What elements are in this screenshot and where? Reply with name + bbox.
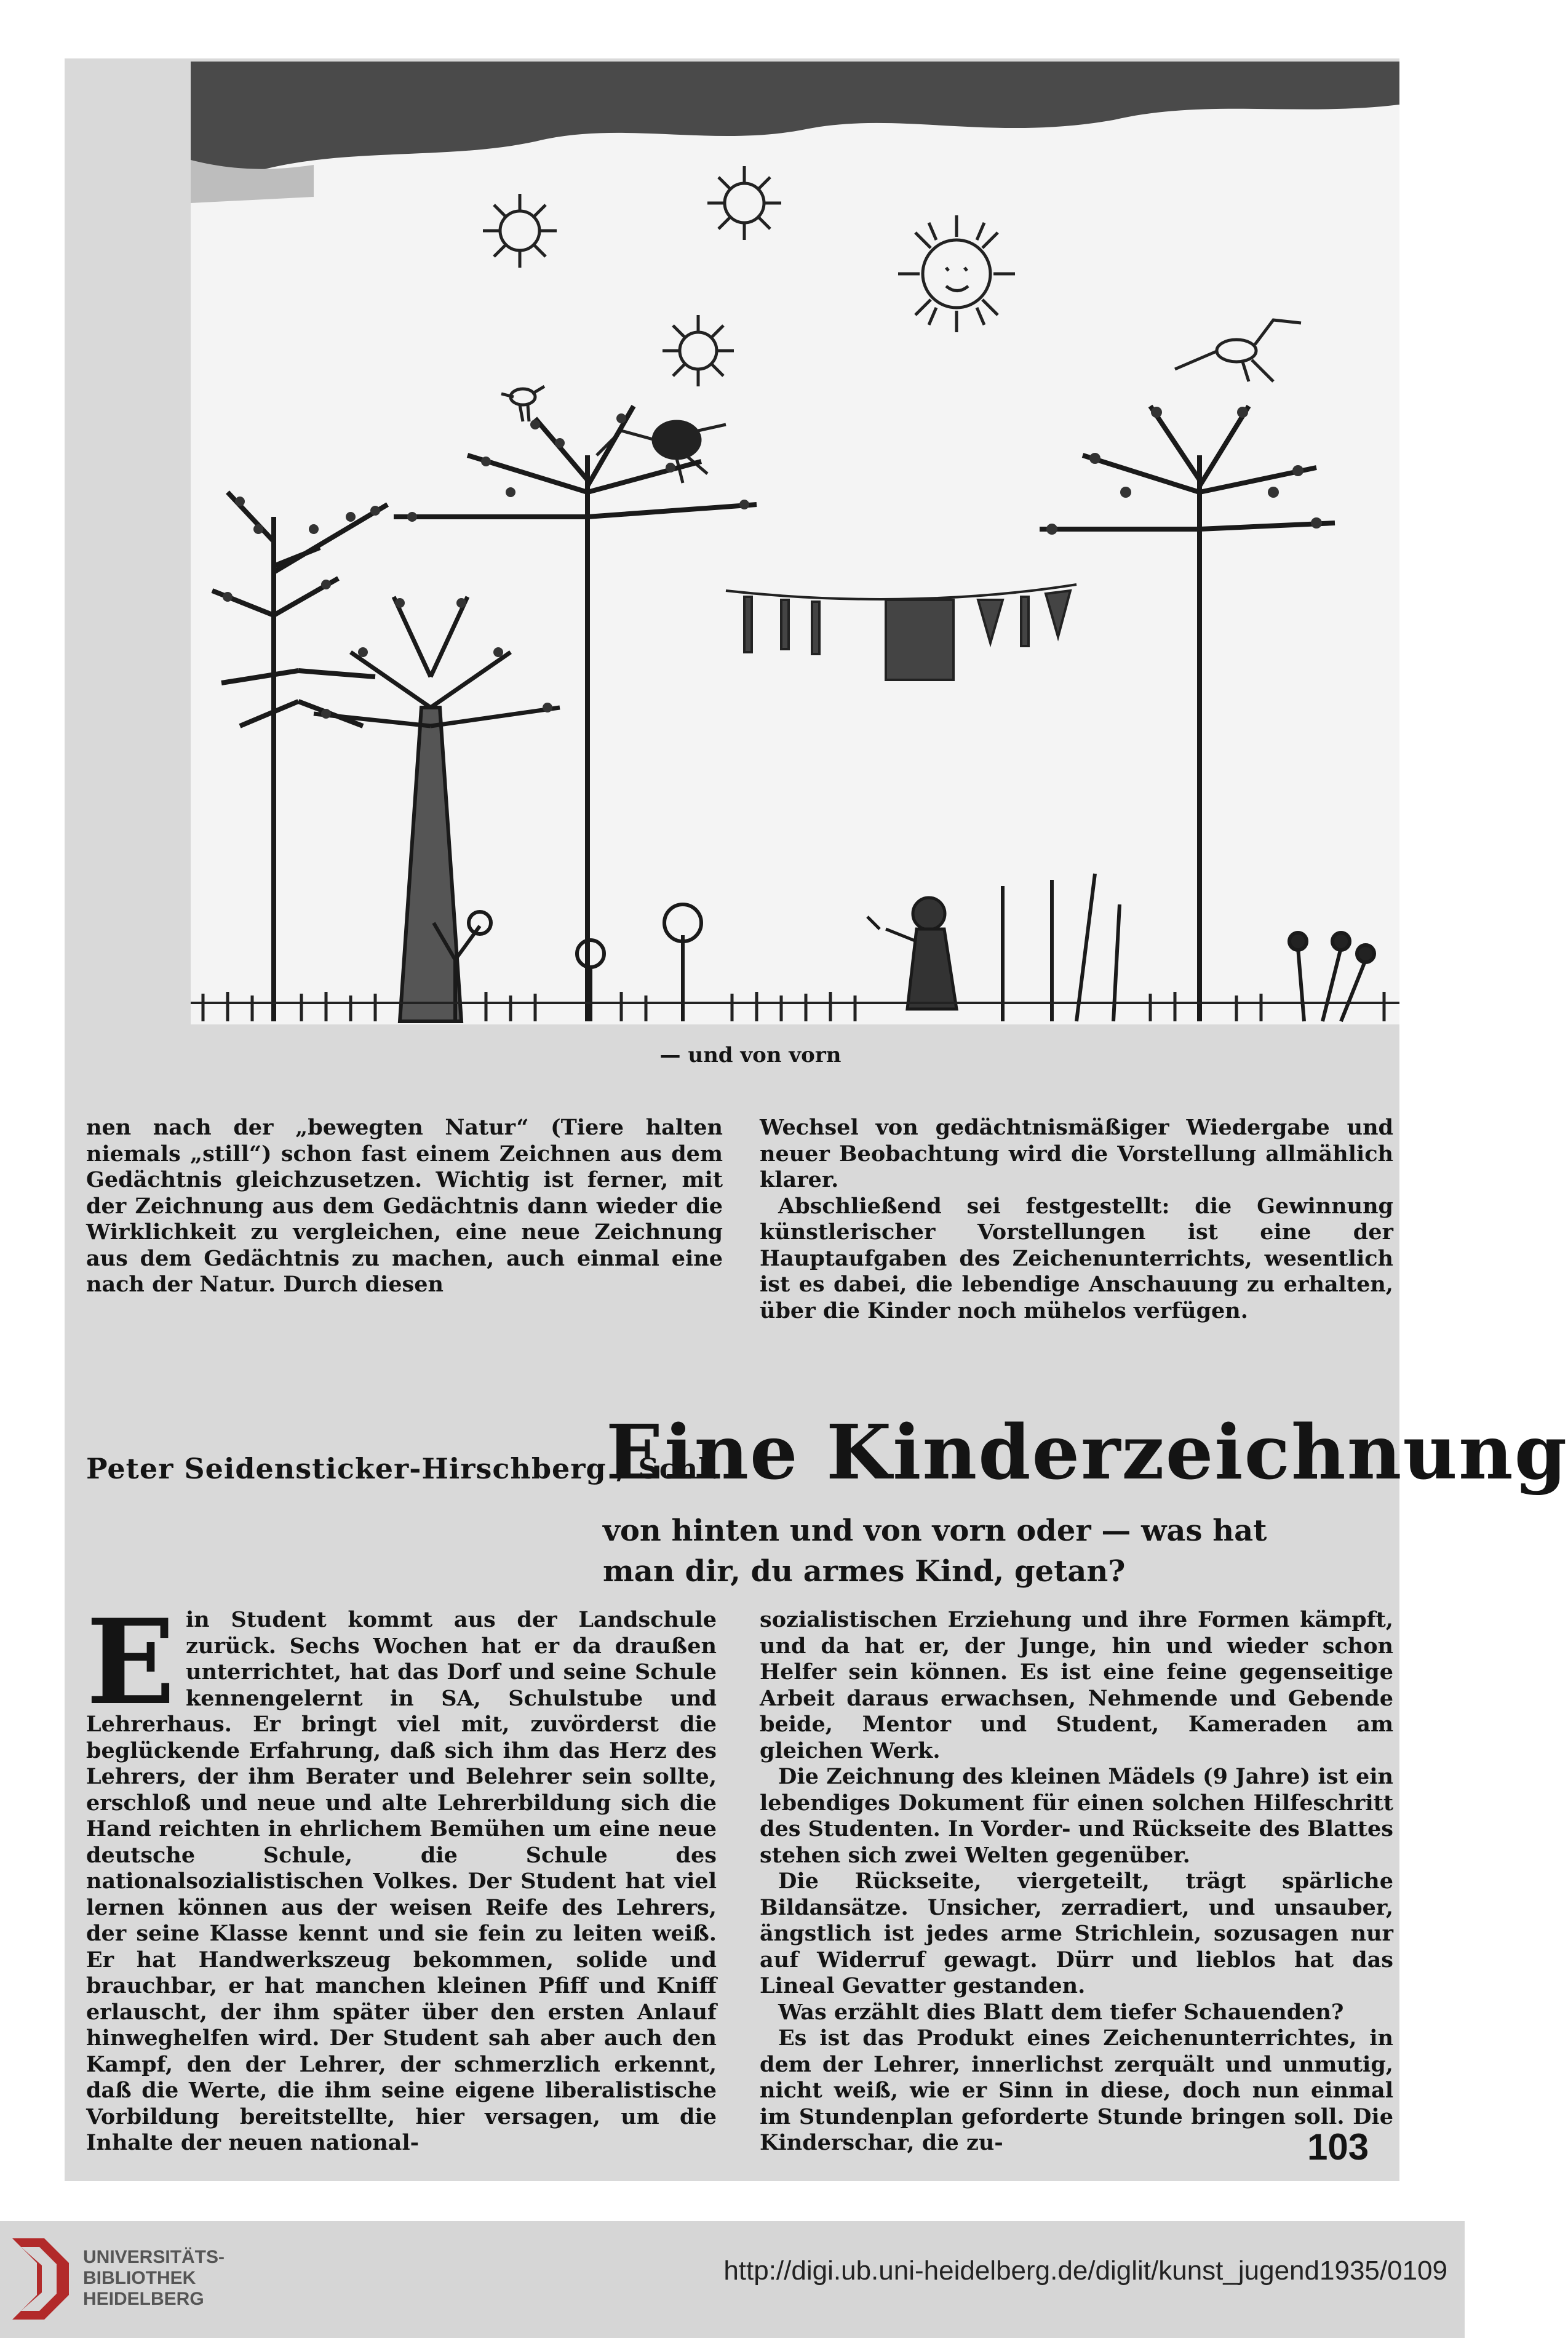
article-paragraph: in Student kommt aus der Landschule zurück. Sechs Wochen hat er da draußen unterrichtet, hat das Dorf und seine Schule kennengelernt in SA, Schulstube und Lehrerhaus. Er bringt viel mit, zuvörderst die beglückende Erfahrung, daß sich ihm das Herz des Lehrers, der ihm Berater und Belehrer sein sollte, erschloß und neue und alte Lehrerbildung sich die Hand reichten in ehrlichem Bemühen um eine neue deutsche Schule, die Schule des nationalsozialistischen Volkes. Der Student hat viel lernen können aus der weisen Reife des Lehrers, der seine Klasse kennt und sie fein zu leiten weiß. Er hat Handwerkszeug bekommen, solide und brauchbar, er hat manchen kleinen Pfiff und Kniff erlauscht, der ihm später über den ersten Anlauf hinweghelfen wird. Der Student sah aber auch den Kampf, den der Lehrer, der schmerzlich erkennt, daß die Werte, die ihm seine eigene liberalistische Vorbildung bereitstellte, hier versagen, um die Inhalte der neuen national-: [86, 1607, 717, 2155]
continued-text-right: [760, 1115, 1393, 1324]
library-name-line: BIBLIOTHEK: [83, 2268, 196, 2288]
child-drawing-illustration: [191, 62, 1399, 1024]
library-name-line: UNIVERSITÄTS-: [83, 2247, 225, 2267]
article-subtitle: von hinten und von vorn oder — was hat man dir, du armes Kind, getan?: [603, 1514, 1267, 1589]
university-library-logo-icon: [7, 2233, 74, 2326]
article-paragraph: Die Zeichnung des kleinen Mädels (9 Jahre) ist ein lebendiges Dokument für einen solchen Hilfeschritt des Studenten. In Vorder- und Rückseite des Blattes stehen sich zwei Welten gegenüber.: [760, 1764, 1393, 1868]
page-number: 103: [1307, 2126, 1369, 2168]
article-author: Peter Seidensticker-Hirschberg / Schl.: [86, 1452, 720, 1485]
dropcap-letter: E: [86, 1594, 175, 1731]
footer-bar: [0, 2221, 1465, 2338]
child-drawing-figure: [191, 62, 1399, 1024]
article-paragraph: Es ist das Produkt eines Zeichenunterrichtes, in dem der Lehrer, innerlichst zerquält und unmutig, nicht weiß, wie er Sinn in diese, doch nun einmal im Stundenplan geforderte Stunde bringen soll. Die Kinderschar, die zu-: [760, 2025, 1393, 2155]
continued-paragraph: nen nach der „bewegten Natur“ (Tiere halten niemals „still“) schon fast einem Zeichnen aus dem Gedächtnis gleichzusetzen. Wichtig ist ferner, mit der Zeichnung aus dem Gedächtnis dann wieder die Wirklichkeit zu vergleichen, eine neue Zeichnung aus dem Gedächtnis zu machen, auch einmal eine nach der Natur. Durch diesen: [86, 1115, 723, 1297]
continued-text-left: [86, 1115, 723, 1298]
continued-paragraph: Abschließend sei festgestellt: die Gewinnung künstlerischer Vorstellungen ist eine der Hauptaufgaben des Zeichenunterrichts, wesentlich ist es dabei, die lebendige Anschauung zu erhalten, über die Kinder noch mühelos verfügen.: [760, 1193, 1393, 1323]
continued-paragraph: Wechsel von gedächtnismäßiger Wiedergabe und neuer Beobachtung wird die Vorstellung allmählich klarer.: [760, 1115, 1393, 1192]
source-url-link[interactable]: http://digi.ub.uni-heidelberg.de/diglit/kunst_jugend1935/0109: [723, 2256, 1447, 2286]
article-paragraph: Die Rückseite, viergeteilt, trägt spärliche Bildansätze. Unsicher, zerradiert, und unsauber, ängstlich ist jedes arme Strichlein, sozusagen nur auf Widerruf gewagt. Dürr und lieblos hat das Lineal Gevatter gestanden.: [760, 1869, 1393, 1998]
library-name: [83, 2247, 225, 2310]
article-body-right: [760, 1607, 1393, 2156]
article-title: Eine Kinderzeichnung: [606, 1408, 1568, 1496]
article-paragraph: Was erzählt dies Blatt dem tiefer Schauenden?: [778, 1999, 1344, 2025]
article-paragraph: sozialistischen Erziehung und ihre Formen kämpft, und da hat er, der Junge, hin und wieder schon Helfer sein können. Es ist eine feine gegenseitige Arbeit daraus erwachsen, Nehmende und Gebende beide, Mentor und Student, Kameraden am gleichen Werk.: [760, 1607, 1393, 1763]
figure-caption: — und von vorn: [659, 1043, 842, 1067]
article-body-left: [86, 1594, 717, 2156]
library-name-line: HEIDELBERG: [83, 2289, 204, 2309]
